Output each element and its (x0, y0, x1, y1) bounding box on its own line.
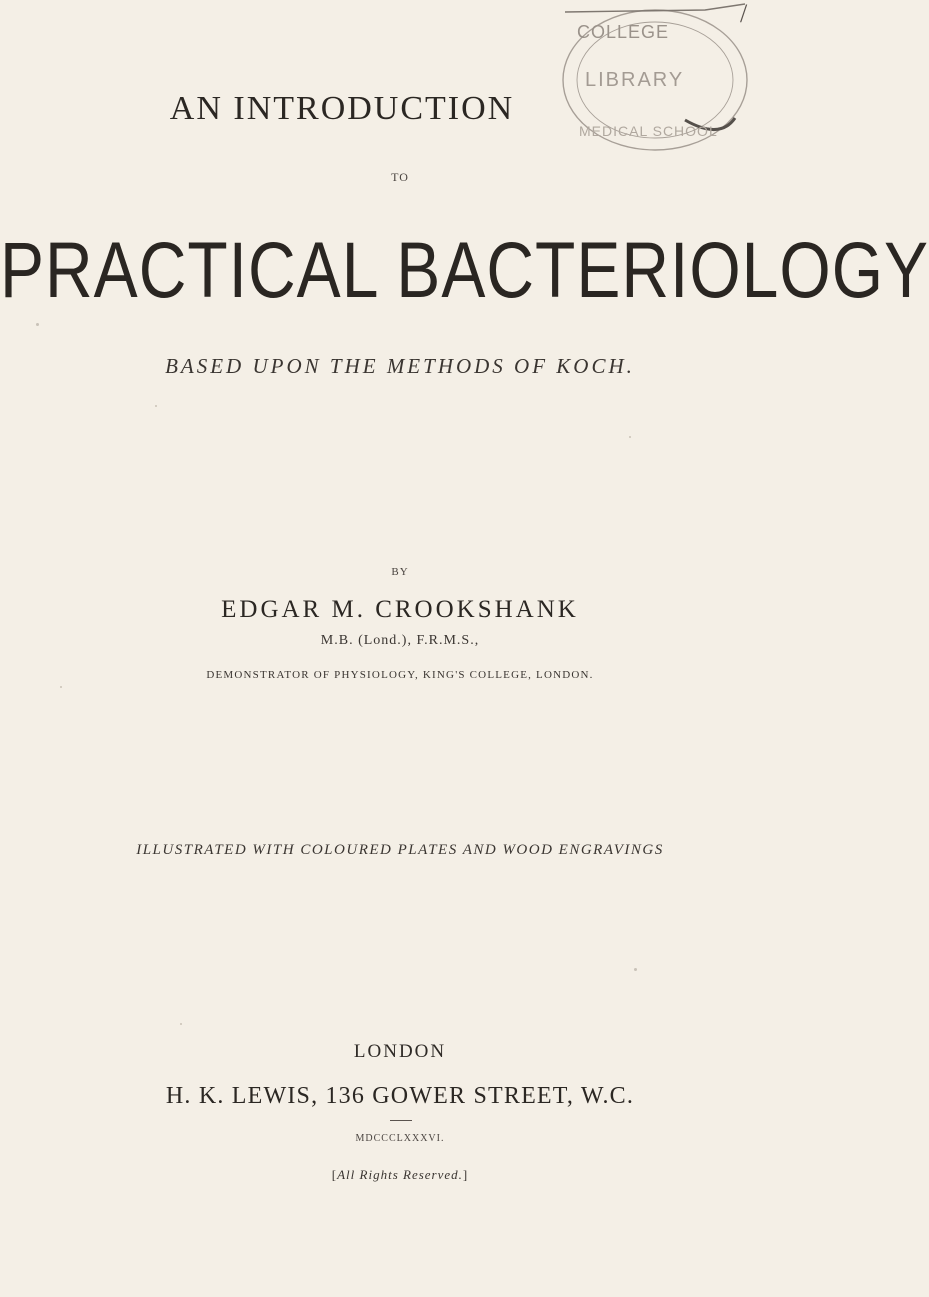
stamp-text-bottom: MEDICAL SCHOOL (579, 123, 718, 139)
paper-speck (629, 436, 631, 438)
paper-speck (36, 323, 39, 326)
rights-bracket-close: ] (462, 1167, 469, 1182)
stamp-text-mid: LIBRARY (585, 69, 685, 91)
publication-year: MDCCCLXXXVI. (355, 1133, 445, 1144)
rights-notice (0, 1167, 800, 1183)
rights-bracket-open: [ (331, 1167, 338, 1182)
to-label: TO (391, 170, 409, 184)
by-label: BY (391, 566, 409, 578)
stamp-text-top: COLLEGE (577, 22, 670, 42)
short-divider (390, 1120, 412, 1121)
paper-speck (634, 968, 637, 971)
publication-city: LONDON (353, 1041, 447, 1062)
author-position: DEMONSTRATOR OF PHYSIOLOGY, KING'S COLLEGE, LONDON. (206, 669, 594, 681)
paper-speck (180, 1023, 182, 1025)
book-title: PRACTICAL BACTERIOLOGY (0, 225, 929, 314)
library-stamp (535, 0, 755, 160)
book-subtitle: BASED UPON THE METHODS OF KOCH. (165, 354, 635, 378)
paper-speck (155, 405, 157, 407)
intro-heading: AN INTRODUCTION (169, 90, 515, 127)
author-degrees: M.B. (Lond.), F.R.M.S., (320, 633, 480, 648)
illustration-note: ILLUSTRATED WITH COLOURED PLATES AND WOOD ENGRAVINGS (136, 842, 664, 858)
svg-text:/: / (740, 0, 748, 28)
paper-speck (60, 686, 62, 688)
rights-text: All Rights Reserved. (337, 1167, 463, 1182)
publisher-line: H. K. LEWIS, 136 GOWER STREET, W.C. (165, 1083, 635, 1109)
author-name: EDGAR M. CROOKSHANK (221, 596, 579, 623)
